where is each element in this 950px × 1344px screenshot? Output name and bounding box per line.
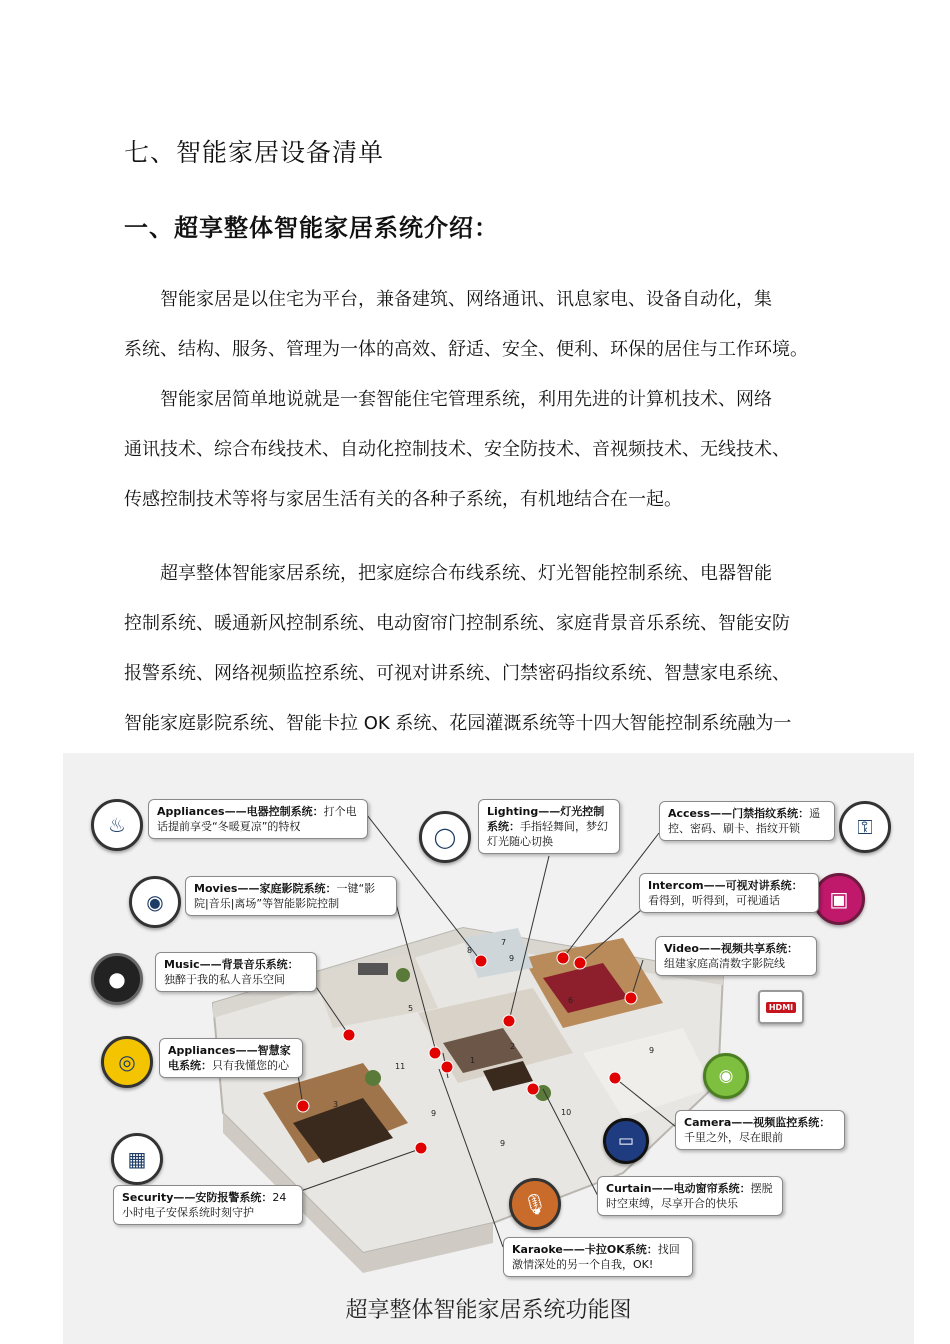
callout-title: 智慧家电系统： — [168, 1044, 291, 1072]
callout-en: Lighting—— — [487, 805, 561, 818]
callout-desc: 摆脱时空束缚，尽享开合的快乐 — [606, 1182, 773, 1210]
callout-music — [155, 952, 317, 992]
callout-en: Karaoke—— — [512, 1243, 585, 1256]
callout-title: 电动窗帘系统： — [673, 1182, 751, 1195]
text-line: 通讯技术、综合布线技术、自动化控制技术、安全防技术、音视频技术、无线技术、 — [124, 439, 790, 460]
intercom-icon: ▣ — [813, 873, 865, 925]
microphone-icon: 🎙︎ — [509, 1178, 561, 1230]
washing-machine-icon: ◎ — [101, 1036, 153, 1088]
room-number: 10 — [561, 1108, 572, 1117]
callout-en: Access—— — [668, 807, 733, 820]
text-line: 智能家居简单地说就是一套智能住宅管理系统，利用先进的计算机技术、网络 — [124, 389, 772, 410]
room-number: 9 — [649, 1046, 655, 1055]
room-number: 1 — [470, 1056, 476, 1065]
callout-desc: 打个电话提前享受“冬暖夏凉”的特权 — [157, 805, 357, 833]
room-number: 3 — [333, 1100, 339, 1109]
callout-desc: 找回激情深处的另一个自我，OK! — [512, 1243, 680, 1271]
text-line: 传感控制技术等将与家居生活有关的各种子系统，有机地结合在一起。 — [124, 489, 682, 510]
screen-icon: ▭ — [603, 1118, 649, 1164]
callout-title: 视频监控系统： — [753, 1116, 831, 1129]
section-heading: 七、智能家居设备清单 — [124, 138, 385, 167]
key-icon: ⚿ — [839, 801, 891, 853]
callout-appliances-heating — [148, 799, 368, 839]
text-line: 系统、结构、服务、管理为一体的高效、舒适、安全、便利、环保的居住与工作环境。 — [124, 339, 808, 360]
callout-desc: 看得到，听得到，可视通话 — [648, 894, 780, 907]
alarm-panel-icon: ▦ — [111, 1133, 163, 1185]
callout-title: 家庭影院系统： — [259, 882, 337, 895]
callout-title: 背景音乐系统： — [221, 958, 299, 971]
sub-heading: 一、超享整体智能家居系统介绍： — [124, 214, 499, 242]
callout-desc: 一键“影院|音乐|离场”等智能影院控制 — [194, 882, 376, 910]
callout-video — [655, 936, 817, 976]
callout-title: 视频共享系统： — [720, 942, 798, 955]
callout-desc: 千里之外，尽在眼前 — [684, 1131, 783, 1144]
room-number: 9 — [500, 1139, 506, 1148]
hdmi-icon — [758, 990, 804, 1024]
callout-en: Security—— — [122, 1191, 196, 1204]
text-line: 报警系统、网络视频监控系统、可视对讲系统、门禁密码指纹系统、智慧家电系统、 — [124, 663, 790, 684]
callout-desc: 24小时电子安保系统时刻守护 — [122, 1191, 287, 1219]
callout-en: Video—— — [664, 942, 721, 955]
text-line: 超享整体智能家居系统，把家庭综合布线系统、灯光智能控制系统、电器智能 — [124, 563, 772, 584]
text-line: 智能家居是以住宅为平台，兼备建筑、网络通讯、讯息家电、设备自动化，集 — [124, 289, 772, 310]
callout-title: 灯光控制系统： — [487, 805, 605, 833]
callout-en: Camera—— — [684, 1116, 754, 1129]
text-line: 智能家庭影院系统、智能卡拉 OK 系统、花园灌溉系统等十四大智能控制系统融为一 — [124, 713, 792, 734]
callout-lighting — [478, 799, 620, 854]
callout-movies — [185, 876, 397, 916]
diagram-caption: 超享整体智能家居系统功能图 — [345, 1298, 632, 1323]
callout-en: Music—— — [164, 958, 222, 971]
camera-icon: ◉ — [703, 1053, 749, 1099]
room-number: 2 — [510, 1042, 516, 1051]
hdmi-label: HDMI — [766, 1002, 796, 1013]
callout-en: Movies—— — [194, 882, 260, 895]
callout-en: Appliances—— — [157, 805, 247, 818]
room-number: 9 — [509, 954, 515, 963]
room-number: 6 — [568, 996, 574, 1005]
callout-title: 安防报警系统： — [195, 1191, 273, 1204]
callout-en: Curtain—— — [606, 1182, 674, 1195]
callout-title: 门禁指纹系统： — [732, 807, 810, 820]
paragraph-systems — [124, 549, 836, 749]
callout-intercom — [639, 873, 819, 913]
callout-title: 可视对讲系统： — [725, 879, 803, 892]
heater-icon: ♨ — [91, 799, 143, 851]
room-number: 7 — [501, 938, 507, 947]
room-number: 8 — [467, 946, 473, 955]
callout-security — [113, 1185, 303, 1225]
callout-en: Appliances—— — [168, 1044, 258, 1057]
callout-curtain — [597, 1176, 783, 1216]
callout-desc: 只有我懂您的心 — [212, 1059, 289, 1072]
callout-desc: 独醉于我的私人音乐空间 — [164, 973, 285, 986]
room-number: 9 — [431, 1109, 437, 1118]
callout-karaoke — [503, 1237, 693, 1277]
callout-en: Intercom—— — [648, 879, 726, 892]
callout-desc: 组建家庭高清数字影院线 — [664, 957, 785, 970]
callout-title: 电器控制系统： — [246, 805, 324, 818]
text-line: 控制系统、暖通新风控制系统、电动窗帘门控制系统、家庭背景音乐系统、智能安防 — [124, 613, 790, 634]
room-number: 5 — [408, 1004, 414, 1013]
callout-title: 卡拉OK系统： — [584, 1243, 658, 1256]
smart-home-diagram — [63, 753, 914, 1344]
paragraph-intro — [124, 275, 836, 375]
paragraph-definition — [124, 375, 836, 525]
callout-appliances-smart — [159, 1038, 303, 1078]
lightbulb-icon: ◯ — [419, 811, 471, 863]
callout-access — [659, 801, 835, 841]
speaker-icon: ◉ — [129, 876, 181, 928]
callout-desc: 遥控、密码、刷卡、指纹开锁 — [668, 807, 821, 835]
room-number: 11 — [395, 1062, 406, 1071]
subwoofer-icon: ● — [91, 953, 143, 1005]
callout-desc: 手指轻舞间，梦幻灯光随心切换 — [487, 820, 608, 848]
callout-camera — [675, 1110, 845, 1150]
